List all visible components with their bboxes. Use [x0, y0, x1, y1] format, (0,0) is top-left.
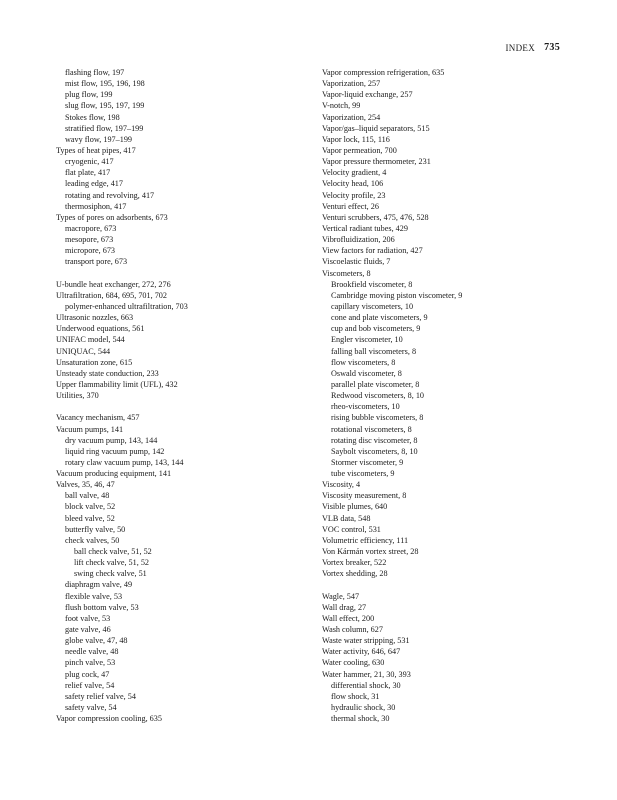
index-entry: UNIFAC model, 544 — [56, 335, 125, 345]
index-subentry: hydraulic shock, 30 — [331, 703, 396, 713]
index-subentry: tube viscometers, 9 — [331, 469, 395, 479]
index-subentry: polymer-enhanced ultrafiltration, 703 — [65, 301, 188, 311]
index-subentry: stratified flow, 197–199 — [65, 123, 144, 133]
index-subentry: pinch valve, 53 — [65, 658, 116, 668]
index-entry: VLB data, 548 — [322, 513, 371, 523]
index-entry: Venturi scrubbers, 475, 476, 528 — [322, 212, 429, 222]
index-entry: Upper flammability limit (UFL), 432 — [56, 379, 178, 389]
index-subentry: flexible valve, 53 — [65, 591, 123, 601]
index-subentry: rotary claw vacuum pump, 143, 144 — [65, 457, 184, 467]
index-subentry: check valves, 50 — [65, 535, 120, 545]
index-entry: Venturi effect, 26 — [322, 201, 379, 211]
index-column-right — [322, 67, 572, 724]
index-subentry: ball valve, 48 — [65, 491, 110, 501]
index-subentry: safety relief valve, 54 — [65, 691, 136, 701]
index-entry: Valves, 35, 46, 47 — [56, 480, 115, 490]
section-title: INDEX — [505, 43, 535, 53]
index-entry: View factors for radiation, 427 — [322, 246, 423, 256]
index-entry: Underwood equations, 561 — [56, 324, 145, 334]
index-subentry: Oswald viscometer, 8 — [331, 368, 402, 378]
index-subentry: dry vacuum pump, 143, 144 — [65, 435, 158, 445]
index-subentry: macropore, 673 — [65, 223, 117, 233]
index-entry: Types of heat pipes, 417 — [56, 145, 136, 155]
index-entry: Vortex shedding, 28 — [322, 569, 388, 579]
index-entry: Viscosity, 4 — [322, 480, 361, 490]
index-subentry: cryogenic, 417 — [65, 157, 114, 167]
index-subentry: butterfly valve, 50 — [65, 524, 126, 534]
index-subentry: Stormer viscometer, 9 — [331, 457, 404, 467]
index-entry: Vibrofluidization, 206 — [322, 235, 395, 245]
index-entry: VOC control, 531 — [322, 524, 381, 534]
index-subentry: lift check valve, 51, 52 — [74, 558, 150, 568]
index-entry: Vaporization, 254 — [322, 112, 381, 122]
index-entry: Vapor pressure thermometer, 231 — [322, 157, 431, 167]
index-subentry: Cambridge moving piston viscometer, 9 — [331, 290, 463, 300]
index-entry: Water activity, 646, 647 — [322, 647, 401, 657]
index-subentry: Brookfield viscometer, 8 — [331, 279, 413, 289]
index-subentry: flow shock, 31 — [331, 691, 380, 701]
index-entry: Velocity gradient, 4 — [322, 168, 387, 178]
index-entry: Viscoelastic fluids, 7 — [322, 257, 391, 267]
index-entry: Visible plumes, 640 — [322, 502, 388, 512]
page-number: 735 — [544, 42, 560, 53]
index-subentry: flow viscometers, 8 — [331, 357, 396, 367]
index-entry: Water cooling, 630 — [322, 658, 385, 668]
index-subentry: rotational viscometers, 8 — [331, 424, 412, 434]
index-subentry: gate valve, 46 — [65, 625, 111, 635]
index-subentry: safety valve, 54 — [65, 703, 117, 713]
index-subentry: mist flow, 195, 196, 198 — [65, 79, 145, 89]
index-gap — [322, 579, 572, 590]
index-entry: Vortex breaker, 522 — [322, 558, 387, 568]
index-subentry: flat plate, 417 — [65, 168, 111, 178]
index-entry: Waste water stripping, 531 — [322, 636, 410, 646]
index-entry: Viscometers, 8 — [322, 268, 371, 278]
index-entry: Vapor-liquid exchange, 257 — [322, 90, 413, 100]
index-entry: Wagle, 547 — [322, 591, 360, 601]
index-entry: UNIQUAC, 544 — [56, 346, 111, 356]
index-subentry: plug cock, 47 — [65, 669, 110, 679]
index-subentry: Engler viscometer, 10 — [331, 335, 403, 345]
index-column-left — [56, 67, 306, 724]
index-subentry: liquid ring vacuum pump, 142 — [65, 446, 165, 456]
index-subentry: rising bubble viscometers, 8 — [331, 413, 424, 423]
index-entry: Wall drag, 27 — [322, 602, 367, 612]
index-subentry: leading edge, 417 — [65, 179, 123, 189]
index-subentry: diaphragm valve, 49 — [65, 580, 133, 590]
index-entry: Wall effect, 200 — [322, 613, 375, 623]
index-entry: U-bundle heat exchanger, 272, 276 — [56, 279, 171, 289]
index-entry: Vertical radiant tubes, 429 — [322, 223, 408, 233]
index-entry: Velocity profile, 23 — [322, 190, 386, 200]
index-subentry: ball check valve, 51, 52 — [74, 547, 152, 557]
index-subentry: parallel plate viscometer, 8 — [331, 379, 420, 389]
index-gap — [56, 401, 306, 412]
index-entry: Unsaturation zone, 615 — [56, 357, 133, 367]
index-subentry: swing check valve, 51 — [74, 569, 147, 579]
index-entry: Vacuum pumps, 141 — [56, 424, 124, 434]
index-subentry: mesopore, 673 — [65, 235, 114, 245]
running-header — [0, 41, 617, 55]
index-entry: Vapor compression refrigeration, 635 — [322, 68, 445, 77]
index-entry: Vacancy mechanism, 457 — [56, 413, 140, 423]
index-subentry: rotating and revolving, 417 — [65, 190, 155, 200]
index-subentry: micropore, 673 — [65, 246, 116, 256]
index-entry: Vacuum producing equipment, 141 — [56, 469, 172, 479]
index-subentry: bleed valve, 52 — [65, 513, 115, 523]
index-gap — [56, 268, 306, 279]
index-entry: Vapor permeation, 700 — [322, 145, 397, 155]
index-entry: Viscosity measurement, 8 — [322, 491, 407, 501]
index-entry: Vaporization, 257 — [322, 79, 381, 89]
index-subentry: cone and plate viscometers, 9 — [331, 313, 428, 323]
index-subentry: capillary viscometers, 10 — [331, 301, 414, 311]
index-subentry: flush bottom valve, 53 — [65, 602, 139, 612]
index-subentry: Redwood viscometers, 8, 10 — [331, 391, 425, 401]
index-subentry: differential shock, 30 — [331, 680, 401, 690]
index-subentry: rheo-viscometers, 10 — [331, 402, 400, 412]
index-subentry: transport pore, 673 — [65, 257, 128, 267]
index-entry: Wash column, 627 — [322, 625, 383, 635]
index-subentry: flashing flow, 197 — [65, 68, 125, 77]
index-entry: Vapor/gas–liquid separators, 515 — [322, 123, 430, 133]
index-entry: Ultrafiltration, 684, 695, 701, 702 — [56, 290, 167, 300]
index-entry: Unsteady state conduction, 233 — [56, 368, 159, 378]
index-entry: Volumetric efficiency, 111 — [322, 535, 409, 545]
index-entry: Vapor compression cooling, 635 — [56, 714, 162, 724]
index-entry: Vapor lock, 115, 116 — [322, 134, 390, 144]
index-subentry: Saybolt viscometers, 8, 10 — [331, 446, 418, 456]
index-subentry: needle valve, 48 — [65, 647, 119, 657]
index-subentry: foot valve, 53 — [65, 613, 111, 623]
index-subentry: block valve, 52 — [65, 502, 116, 512]
index-subentry: wavy flow, 197–199 — [65, 134, 133, 144]
index-entry: Types of pores on adsorbents, 673 — [56, 212, 168, 222]
index-subentry: rotating disc viscometer, 8 — [331, 435, 418, 445]
index-entry: V-notch, 99 — [322, 101, 361, 111]
index-subentry: thermosiphon, 417 — [65, 201, 127, 211]
index-subentry: falling ball viscometers, 8 — [331, 346, 417, 356]
index-entry: Ultrasonic nozzles, 663 — [56, 313, 134, 323]
index-subentry: cup and bob viscometers, 9 — [331, 324, 421, 334]
index-entry: Von Kármán vortex street, 28 — [322, 547, 419, 557]
index-entry: Water hammer, 21, 30, 393 — [322, 669, 411, 679]
index-subentry: slug flow, 195, 197, 199 — [65, 101, 145, 111]
index-entry: Velocity head, 106 — [322, 179, 384, 189]
index-subentry: Stokes flow, 198 — [65, 112, 120, 122]
index-entry: Utilities, 370 — [56, 391, 99, 401]
index-subentry: plug flow, 199 — [65, 90, 113, 100]
index-subentry: relief valve, 54 — [65, 680, 115, 690]
index-subentry: globe valve, 47, 48 — [65, 636, 128, 646]
index-subentry: thermal shock, 30 — [331, 714, 390, 724]
